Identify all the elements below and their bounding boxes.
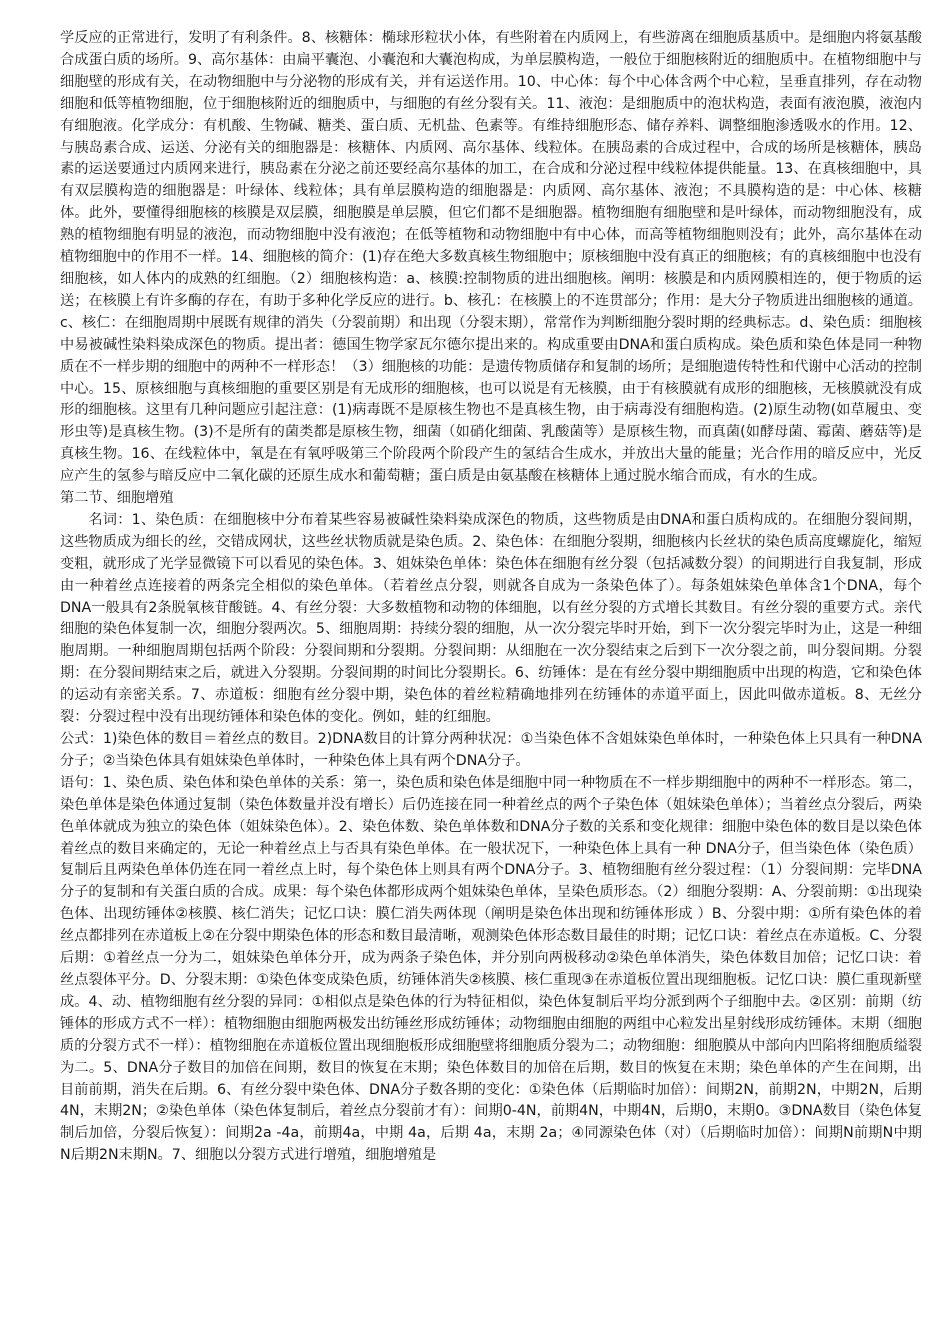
paragraph-formula: 公式：1)染色体的数目＝着丝点的数目。2)DNA数目的计算分两种状况：①当染色体不含姐妹染色单体时，一种染色体上只具有一种DNA分子；②当染色体具有姐妹染色单体时，一种染色体上具有两个DNA分子。	[60, 731, 922, 769]
paragraph-terms: 名词：1、染色质：在细胞核中分布着某些容易被碱性染料染成深色的物质，这些物质是由DNA和蛋白质构成的。在细胞分裂间期，这些物质成为细长的丝，交错成网状，这些丝状物质就是染色质。2、染色体：在细胞分裂期，细胞核内长丝状的染色质高度螺旋化，缩短变粗，就形成了光学显微镜下可以看见的染色体。3、姐妹染色单体：染色体在细胞有丝分裂（包括减数分裂）的间期进行自我复制，形成由一种着丝点连接着的两条完全相似的染色单体。（若着丝点分裂，则就各自成为一条染色体了）。每条姐妹染色单体含1个DNA，每个DNA一般具有2条脱氧核苷酸链。4、有丝分裂：大多数植物和动物的体细胞，以有丝分裂的方式增长其数目。有丝分裂的重要方式。亲代细胞的染色体复制一次，细胞分裂两次。5、细胞周期：持续分裂的细胞，从一次分裂完毕时开始，到下一次分裂完毕时为止，这是一种细胞周期。一种细胞周期包括两个阶段：分裂间期和分裂期。分裂间期：从细胞在一次分裂结束之后到下一次分裂之前，叫分裂间期。分裂期：在分裂间期结束之后，就进入分裂期。分裂间期的时间比分裂期长。6、纺锤体：是在有丝分裂中期细胞质中出现的构造，它和染色体的运动有亲密关系。7、赤道板：细胞有丝分裂中期，染色体的着丝粒精确地排列在纺锤体的赤道平面上，因此叫做赤道板。8、无丝分裂：分裂过程中没有出现纺锤体和染色体的变化。例如，蛙的红细胞。	[60, 511, 922, 726]
paragraph-statements: 语句：1、染色质、染色体和染色单体的关系：第一，染色质和染色体是细胞中同一种物质在不一样步期细胞中的两种不一样形态。第二，染色单体是染色体通过复制（染色体数量并没有增长）后仍连接在同一种着丝点的两个子染色体（姐妹染色单体）；当着丝点分裂后，两染色单体就成为独立的染色体（姐妹染色体）。2、染色体数、染色单体数和DNA分子数的关系和变化规律：细胞中染色体的数目是以染色体着丝点的数目来确定的，无论一种着丝点上与否具有染色单体。在一般状况下，一种染色体上具有一种 DNA分子，但当染色体（染色质）复制后且两染色单体仍连在同一着丝点上时，每个染色体上则具有两个DNA分子。3、植物细胞有丝分裂过程：（1）分裂间期：完毕DNA分子的复制和有关蛋白质的合成。成果：每个染色体都形成两个姐妹染色单体，呈染色质形态。（2）细胞分裂期：A、分裂前期：①出现染色体、出现纺锤体②核膜、核仁消失；记忆口诀：膜仁消失两体现（阐明是染色体出现和纺锤体形成 ）B、分裂中期：①所有染色体的着丝点都排列在赤道板上②在分裂中期染色体的形态和数目最清晰，观测染色体形态数目最佳的时期；记忆口诀：着丝点在赤道板。C、分裂后期：①着丝点一分为二，姐妹染色单体分开，成为两条子染色体，并分别向两极移动②染色单体消失，染色体数目加倍；记忆口诀：着丝点裂体平分。D、分裂末期：①染色体变成染色质，纺锤体消失②核膜、核仁重现③在赤道板位置出现细胞板。记忆口诀：膜仁重现新壁成。4、动、植物细胞有丝分裂的异同：①相似点是染色体的行为特征相似，染色体复制后平均分派到两个子细胞中去。②区别：前期（纺锤体的形成方式不一样）：植物细胞由细胞两极发出纺锤丝形成纺锤体；动物细胞由细胞的两组中心粒发出星射线形成纺锤体。末期（细胞质的分裂方式不一样）：植物细胞在赤道板位置出现细胞板形成细胞壁将细胞质分裂为二；动物细胞：细胞膜从中部向内凹陷将细胞质缢裂为二。5、DNA分子数目的加倍在间期，数目的恢复在末期；染色体数目的加倍在后期，数目的恢复在末期；染色单体的产生在间期，出目前前期，消失在后期。6、有丝分裂中染色体、DNA分子数各期的变化：①染色体（后期临时加倍）：间期2N，前期2N，中期2N，后期4N，末期2N；②染色单体（染色体复制后，着丝点分裂前才有）：间期0-4N，前期4N，中期4N，后期0，末期0。③DNA数目（染色体复制后加倍，分裂后恢复）：间期2a -4a，前期4a，中期 4a，后期 4a，末期 2a；④同源染色体（对）（后期临时加倍）：间期N前期N中期 N后期2N末期N。7、细胞以分裂方式进行增殖，细胞增殖是	[60, 774, 922, 1164]
section-heading: 第二节、细胞增殖	[60, 490, 174, 507]
document-page	[60, 28, 922, 1167]
paragraph-organelles: 学反应的正常进行，发明了有利条件。8、核糖体：椭球形粒状小体，有些附着在内质网上，有些游离在细胞质基质中。是细胞内将氨基酸合成蛋白质的场所。9、高尔基体：由扁平囊泡、小囊泡和大囊泡构成，为单层膜构造，一般位于细胞核附近的细胞质中。在植物细胞中与细胞壁的形成有关，在动物细胞中与分泌物的形成有关，并有运送作用。10、中心体：每个中心体含两个中心粒，呈垂直排列，存在动物细胞和低等植物细胞，位于细胞核附近的细胞质中，与细胞的有丝分裂有关。11、液泡：是细胞质中的泡状构造，表面有液泡膜，液泡内有细胞液。化学成分：有机酸、生物碱、糖类、蛋白质、无机盐、色素等。有维持细胞形态、储存养料、调整细胞渗透吸水的作用。12、与胰岛素合成、运送、分泌有关的细胞器是：核糖体、内质网、高尔基体、线粒体。在胰岛素的合成过程中，合成的场所是核糖体，胰岛素的运送要通过内质网来进行，胰岛素在分泌之前还要经高尔基体的加工，在合成和分泌过程中线粒体提供能量。13、在真核细胞中，具有双层膜构造的细胞器是：叶绿体、线粒体；具有单层膜构造的细胞器是：内质网、高尔基体、液泡；不具膜构造的是：中心体、核糖体。此外，要懂得细胞核的核膜是双层膜，细胞膜是单层膜，但它们都不是细胞器。植物细胞有细胞壁和是叶绿体，而动物细胞没有，成熟的植物细胞有明显的液泡，而动物细胞中没有液泡；在低等植物和动物细胞中有中心体，而高等植物细胞则没有；此外，高尔基体在动植物细胞中的作用不一样。14、细胞核的简介：(1)存在绝大多数真核生物细胞中；原核细胞中没有真正的细胞核；有的真核细胞中也没有细胞核，如人体内的成熟的红细胞。（2）细胞核构造：a、核膜:控制物质的进出细胞核。阐明：核膜是和内质网膜相连的，便于物质的运送；在核膜上有许多酶的存在，有助于多种化学反应的进行。b、核孔：在核膜上的不连贯部分；作用：是大分子物质进出细胞核的通道。c、核仁：在细胞周期中展既有规律的消失（分裂前期）和出现（分裂末期），常常作为判断细胞分裂时期的经典标志。d、染色质：细胞核中易被碱性染料染成深色的物质。提出者：德国生物学家瓦尔德尔提出来的。构成重要由DNA和蛋白质构成。染色质和染色体是同一种物质在不一样步期的细胞中的两种不一样形态！（3）细胞核的功能：是遗传物质储存和复制的场所；是细胞遗传特性和代谢中心活动的控制中心。15、原核细胞与真核细胞的重要区别是有无成形的细胞核，也可以说是有无核膜，由于有核膜就有成形的细胞核，无核膜就没有成形的细胞核。这里有几种问题应引起注意：(1)病毒既不是原核生物也不是真核生物，由于病毒没有细胞构造。(2)原生动物(如草履虫、变形虫等)是真核生物。(3)不是所有的菌类都是原核生物，细菌（如硝化细菌、乳酸菌等）是原核生物，而真菌(如酵母菌、霉菌、蘑菇等)是真核生物。16、在线粒体中，氧是在有氧呼吸第三个阶段两个阶段产生的氢结合生成水，并放出大量的能量；光合作用的暗反应中，光反应产生的氢参与暗反应中二氧化碳的还原生成水和葡萄糖；蛋白质是由氨基酸在核糖体上通过脱水缩合而成，有水的生成。	[60, 30, 922, 485]
